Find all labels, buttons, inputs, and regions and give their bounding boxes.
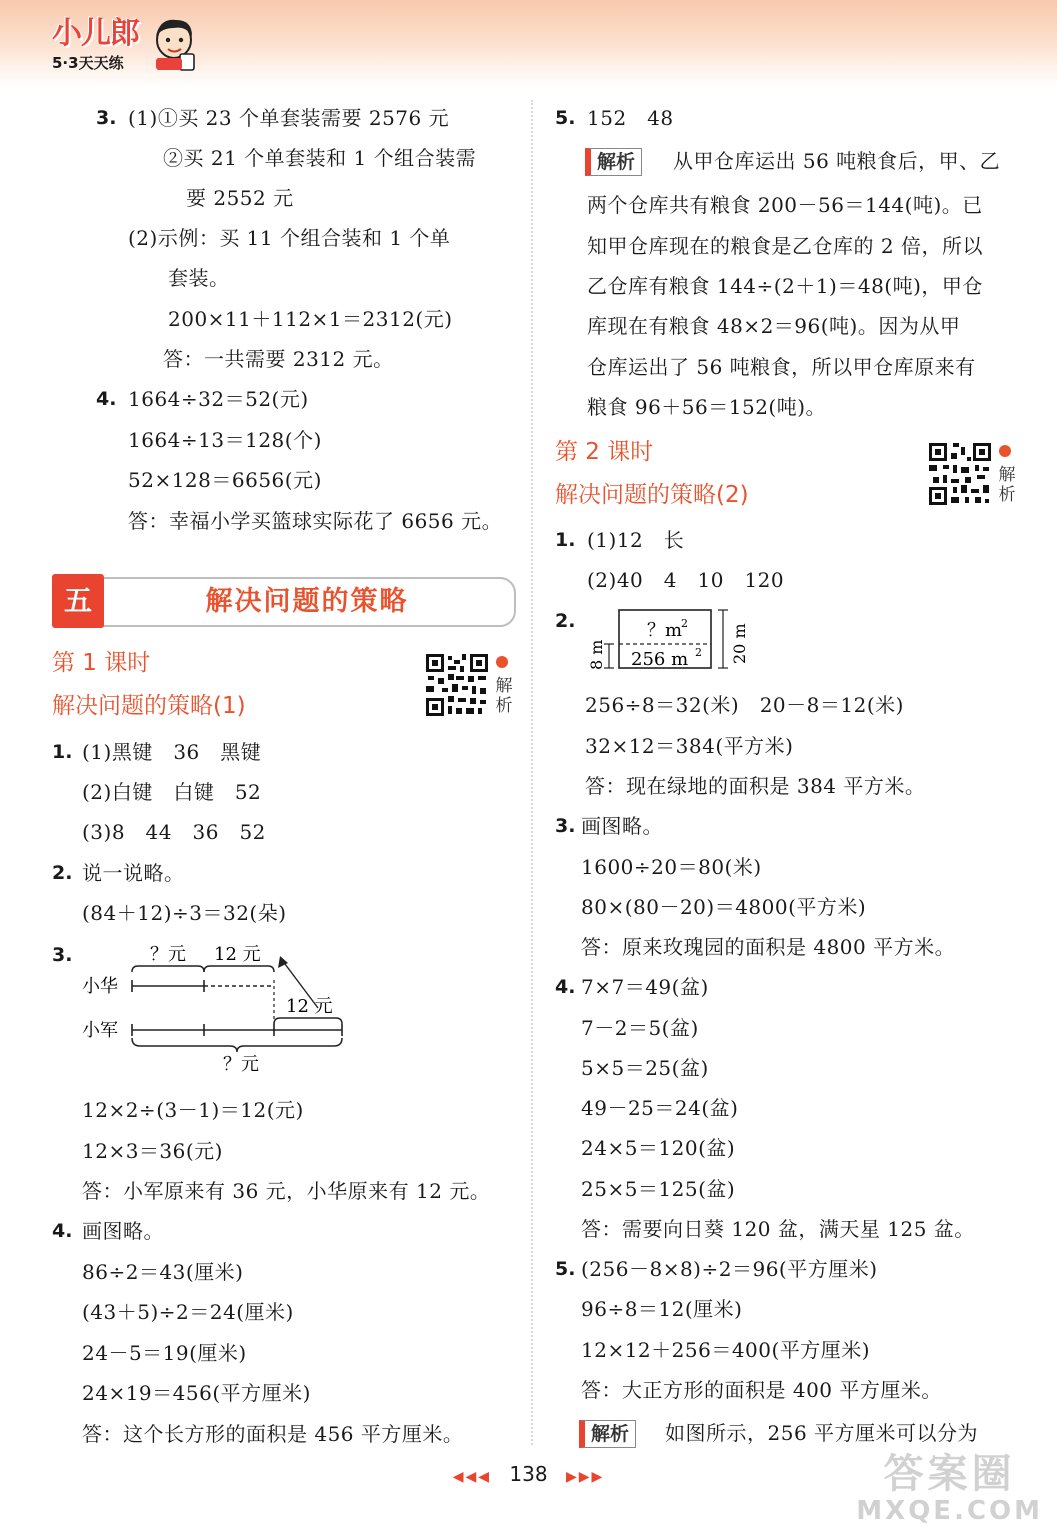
question-number: 1. <box>555 529 576 551</box>
answer-line: 套装。 <box>168 266 230 290</box>
answer-line: ②买 21 个单套装和 1 个组合装需 <box>163 146 477 170</box>
unit-number: 五 <box>52 574 104 628</box>
analysis-line: 两个仓库共有粮食 200－56＝144(吨)。已 <box>587 193 983 217</box>
question-number: 3. <box>96 107 117 129</box>
question-number: 3. <box>52 944 73 966</box>
qr-code-icon[interactable] <box>424 652 490 722</box>
answer-line: 24×5＝120(盆) <box>581 1136 736 1160</box>
diagram-label-top-question: ？元 <box>150 944 186 965</box>
analysis-line: 如图所示，256 平方厘米可以分为 <box>665 1421 979 1445</box>
answer-line: (1)12 长 <box>587 528 685 552</box>
answer-line: 1600÷20＝80(米) <box>581 855 762 879</box>
answer-line: (256－8×8)÷2＝96(平方厘米) <box>581 1257 878 1281</box>
analysis-tag: 解析 <box>585 148 642 176</box>
qr-label: 解析 <box>998 465 1016 505</box>
qr-label: 解析 <box>495 676 513 716</box>
analysis-line: 乙仓库有粮食 144÷(2＋1)＝48(吨)，甲仓 <box>587 274 983 298</box>
answer-line: 说一说略。 <box>82 861 185 885</box>
diagram-left-dim: 8 m <box>587 639 606 670</box>
mascot-icon <box>150 14 198 78</box>
lesson-subtitle: 解决问题的策略(2) <box>555 482 749 508</box>
watermark <box>856 1452 1043 1526</box>
brand-logo <box>52 18 139 73</box>
diagram-label-jun: 小军 <box>82 1020 118 1041</box>
answer-line: (2)40 4 10 120 <box>587 568 785 592</box>
answer-line: (1)①买 23 个单套装需要 2576 元 <box>128 106 450 130</box>
answer-line: 答：大正方形的面积是 400 平方厘米。 <box>581 1378 942 1402</box>
lesson-subtitle: 解决问题的策略(1) <box>52 693 246 719</box>
answer-line: 80×(80－20)＝4800(平方米) <box>581 895 867 919</box>
question-number: 4. <box>96 388 117 410</box>
qr-code-icon[interactable] <box>927 441 993 511</box>
answer-line: 答：小军原来有 36 元，小华原来有 12 元。 <box>82 1179 491 1203</box>
answer-line: 7×7＝49(盆) <box>581 975 709 999</box>
question-number: 2. <box>52 862 73 884</box>
question-number: 5. <box>555 107 576 129</box>
rectangle-diagram <box>585 604 805 676</box>
answer-line: 画图略。 <box>581 814 663 838</box>
line-segment-diagram <box>80 938 360 1078</box>
diagram-bottom-label: 256 m <box>631 649 689 670</box>
diagram-top-sup: 2 <box>681 617 688 630</box>
analysis-line: 从甲仓库运出 56 吨粮食后，甲、乙 <box>673 149 1001 173</box>
answer-line: 1664÷13＝128(个) <box>128 428 322 452</box>
answer-line: (3)8 44 36 52 <box>82 820 266 844</box>
answer-line: (84＋12)÷3＝32(朵) <box>82 901 287 925</box>
lesson-title: 第 1 课时 <box>52 650 151 676</box>
answer-line: (2)示例：买 11 个组合装和 1 个单 <box>128 226 451 250</box>
answer-line: 1664÷32＝52(元) <box>128 387 309 411</box>
answer-line: 画图略。 <box>82 1219 164 1243</box>
analysis-line: 仓库运出了 56 吨粮食，所以甲仓库原来有 <box>587 355 976 379</box>
analysis-line: 知甲仓库现在的粮食是乙仓库的 2 倍，所以 <box>587 234 983 258</box>
watermark-url: MXQE.COM <box>856 1496 1043 1526</box>
answer-line: 答：幸福小学买篮球实际花了 6656 元。 <box>128 509 503 533</box>
unit-banner <box>52 574 514 628</box>
answer-line: 24－5＝19(厘米) <box>82 1341 247 1365</box>
answer-line: 答：这个长方形的面积是 456 平方厘米。 <box>82 1422 464 1446</box>
question-number: 5. <box>555 1258 576 1280</box>
answer-line: 49－25＝24(盆) <box>581 1096 739 1120</box>
lesson-title: 第 2 课时 <box>555 439 654 465</box>
answer-line: 25×5＝125(盆) <box>581 1177 736 1201</box>
diagram-label-bottom-question: ？元 <box>223 1054 259 1075</box>
diagram-top-label: ？m <box>647 620 683 641</box>
answer-line: 32×12＝384(平方米) <box>585 734 794 758</box>
analysis-tag: 解析 <box>579 1420 636 1448</box>
answer-line: (2)白键 白键 52 <box>82 780 262 804</box>
brand-name: 小儿郎 <box>52 16 139 51</box>
answer-line: 答：一共需要 2312 元。 <box>163 347 394 371</box>
answer-line: 256÷8＝32(米) 20－8＝12(米) <box>585 693 904 717</box>
analysis-line: 库现在有粮食 48×2＝96(吨)。因为从甲 <box>587 314 961 338</box>
answer-line: (1)黑键 36 黑键 <box>82 740 262 764</box>
question-number: 1. <box>52 741 73 763</box>
prev-arrows-icon: ◀◀◀ <box>452 1469 492 1485</box>
question-number: 4. <box>555 976 576 998</box>
answer-line: 12×3＝36(元) <box>82 1139 223 1163</box>
answer-line: 答：需要向日葵 120 盆，满天星 125 盆。 <box>581 1217 975 1241</box>
analysis-line: 粮食 96＋56＝152(吨)。 <box>587 395 827 419</box>
answer-line: 12×12＋256＝400(平方厘米) <box>581 1338 871 1362</box>
diagram-label-hua: 小华 <box>82 976 118 997</box>
brand-subtitle: 5·3天天练 <box>52 54 124 72</box>
diagram-label-top-12: 12 元 <box>214 944 261 965</box>
answer-line: 7－2＝5(盆) <box>581 1016 699 1040</box>
diagram-label-side-12: 12 元 <box>286 996 333 1017</box>
page-number: 138 <box>509 1462 548 1486</box>
answer-line: 5×5＝25(盆) <box>581 1056 709 1080</box>
play-dot-icon <box>496 656 508 668</box>
answer-line: 52×128＝6656(元) <box>128 468 322 492</box>
unit-title: 解决问题的策略 <box>205 586 409 617</box>
answer-line: 24×19＝456(平方厘米) <box>82 1381 311 1405</box>
column-divider <box>531 100 533 1445</box>
answer-line: 要 2552 元 <box>186 186 294 210</box>
diagram-right-dim: 20 m <box>730 623 749 664</box>
answer-line: 200×11＋112×1＝2312(元) <box>168 307 453 331</box>
answer-line: 12×2÷(3－1)＝12(元) <box>82 1098 304 1122</box>
watermark-title: 答案圈 <box>883 1451 1016 1497</box>
question-number: 2. <box>555 610 576 632</box>
answer-line: (43＋5)÷2＝24(厘米) <box>82 1300 294 1324</box>
answer-line: 答：现在绿地的面积是 384 平方米。 <box>585 774 926 798</box>
next-arrows-icon: ▶▶▶ <box>565 1469 605 1485</box>
play-dot-icon <box>999 445 1011 457</box>
question-number: 3. <box>555 815 576 837</box>
answer-line: 86÷2＝43(厘米) <box>82 1260 244 1284</box>
answer-line: 答：原来玫瑰园的面积是 4800 平方米。 <box>581 935 956 959</box>
question-number: 4. <box>52 1220 73 1242</box>
answer-line: 152 48 <box>587 106 674 130</box>
answer-line: 96÷8＝12(厘米) <box>581 1297 743 1321</box>
diagram-bottom-sup: 2 <box>695 646 702 659</box>
